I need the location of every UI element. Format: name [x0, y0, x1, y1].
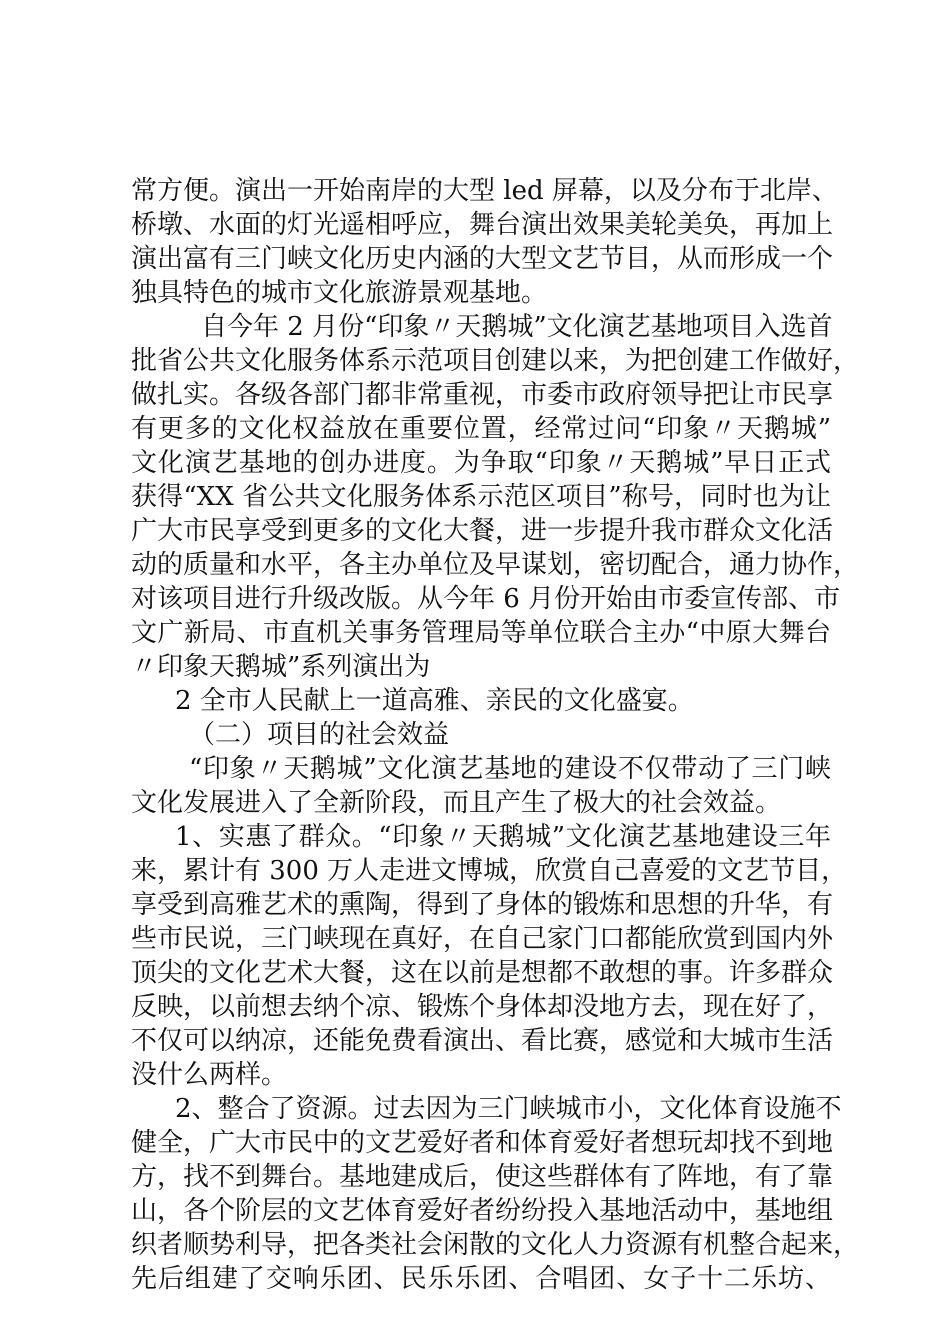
- text-line: 2 全市人民献上一道高雅、亲民的文化盛宴。: [175, 686, 694, 716]
- text-line: 获得“XX 省公共文化服务体系示范区项目”称号，同时也为让: [131, 482, 831, 512]
- text-line: 没什么两样。: [131, 1060, 288, 1090]
- text-line: 〃印象天鹅城”系列演出为: [131, 652, 431, 682]
- text-line: 常方便。演出一开始南岸的大型 led 屏幕，以及分布于北岸、: [131, 176, 838, 206]
- text-line: 演出富有三门峡文化历史内涵的大型文艺节目，从而形成一个: [131, 244, 834, 274]
- text-line: 做扎实。各级各部门都非常重视，市委市政府领导把让市民享: [131, 380, 834, 410]
- text-line: “印象〃天鹅城”文化演艺基地的建设不仅带动了三门峡: [189, 754, 831, 784]
- text-line: 独具特色的城市文化旅游景观基地。: [131, 278, 548, 308]
- text-line: 反映，以前想去纳个凉、锻炼个身体却没地方去，现在好了，: [131, 992, 834, 1022]
- text-line: 广大市民享受到更多的文化大餐，进一步提升我市群众文化活: [131, 516, 834, 546]
- section-heading: （二）项目的社会效益: [189, 720, 450, 750]
- text-line: 来，累计有 300 万人走进文博城，欣赏自己喜爱的文艺节目，: [131, 856, 848, 886]
- text-line: 桥墩、水面的灯光遥相呼应，舞台演出效果美轮美奂，再加上: [131, 210, 834, 240]
- text-line: 织者顺势利导，把各类社会闲散的文化人力资源有机整合起来，: [131, 1230, 860, 1260]
- text-line: 方，找不到舞台。基地建成后，使这些群体有了阵地，有了靠: [131, 1162, 834, 1192]
- text-line: 自今年 2 月份“印象〃天鹅城”文化演艺基地项目入选首: [201, 312, 833, 342]
- text-line: 些市民说，三门峡现在真好，在自己家门口都能欣赏到国内外: [131, 924, 834, 954]
- text-line: 先后组建了交响乐团、民乐乐团、合唱团、女子十二乐坊、: [131, 1264, 831, 1294]
- text-line: 对该项目进行升级改版。从今年 6 月份开始由市委宣传部、市: [131, 584, 841, 614]
- text-line: 文广新局、市直机关事务管理局等单位联合主办“中原大舞台: [131, 618, 831, 648]
- text-line: 山，各个阶层的文艺体育爱好者纷纷投入基地活动中，基地组: [131, 1196, 834, 1226]
- text-line: 有更多的文化权益放在重要位置，经常过问“印象〃天鹅城”: [131, 414, 831, 444]
- text-line: 动的质量和水平，各主办单位及早谋划，密切配合，通力协作，: [131, 550, 860, 580]
- text-line: 批省公共文化服务体系示范项目创建以来，为把创建工作做好，: [131, 346, 860, 376]
- text-line: 不仅可以纳凉，还能免费看演出、看比赛，感觉和大城市生活: [131, 1026, 834, 1056]
- text-line: 文化发展进入了全新阶段，而且产生了极大的社会效益。: [131, 788, 782, 818]
- text-line: 1、实惠了群众。“印象〃天鹅城”文化演艺基地建设三年: [175, 822, 831, 852]
- text-line: 文化演艺基地的创办进度。为争取“印象〃天鹅城”早日正式: [131, 448, 831, 478]
- text-line: 2、整合了资源。过去因为三门峡城市小，文化体育设施不: [175, 1094, 842, 1124]
- text-line: 健全，广大市民中的文艺爱好者和体育爱好者想玩却找不到地: [131, 1128, 834, 1158]
- text-line: 顶尖的文化艺术大餐，这在以前是想都不敢想的事。许多群众: [131, 958, 834, 988]
- text-line: 享受到高雅艺术的熏陶，得到了身体的锻炼和思想的升华，有: [131, 890, 834, 920]
